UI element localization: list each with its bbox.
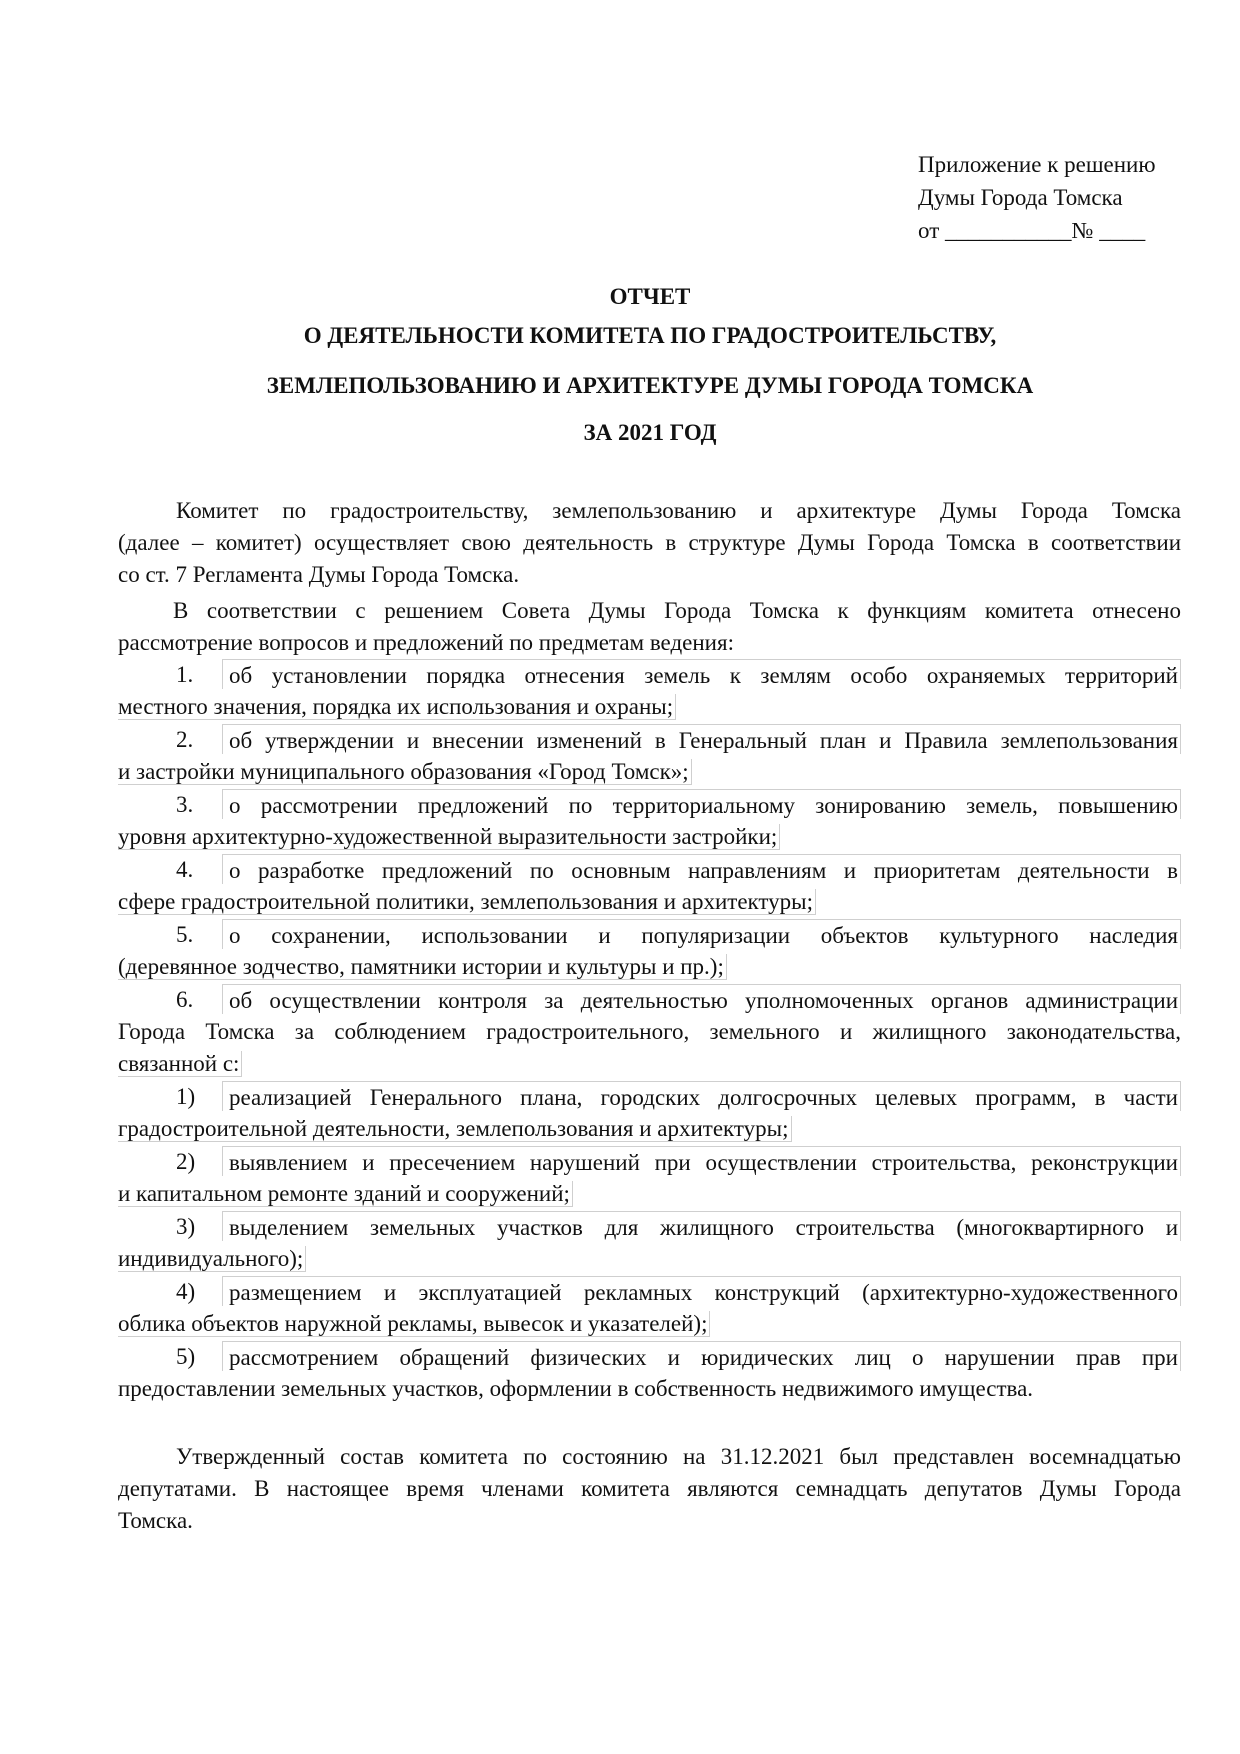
item-text-second: местного значения, порядка их использования и охраны; (118, 694, 676, 720)
functions-paragraph (118, 595, 1181, 659)
item-text-first: о рассмотрении предложений по территориальному зонированию земель, повышению (222, 789, 1181, 819)
composition-line-3: Томска. (118, 1508, 193, 1533)
title-line-4: ЗА 2021 ГОД (583, 420, 717, 445)
subitem-text-first: размещением и эксплуатацией рекламных конструкций (архитектурно-художественного (222, 1276, 1181, 1306)
item-text-first: о сохранении, использовании и популяризации объектов культурного наследия (222, 919, 1181, 949)
subitem-text-first: рассмотрением обращений физических и юридических лиц о нарушении прав при (222, 1341, 1181, 1371)
list-item (118, 984, 1181, 1080)
list-item (118, 919, 1181, 983)
subitem-text-first: выявлением и пресечением нарушений при осуществлении строительства, реконструкции (222, 1146, 1181, 1176)
item-number: 3. (176, 792, 194, 817)
subitem-text-second: облика объектов наружной рекламы, вывесок и указателей); (118, 1311, 710, 1337)
subitem-text-second: индивидуального); (118, 1246, 306, 1272)
intro-line-2: (далее – комитет) осуществляет свою деятельность в структуре Думы Города Томска в соответствии (118, 530, 1181, 555)
title-line-1: ОТЧЕТ (609, 284, 691, 309)
appendix-header (918, 148, 1156, 247)
list-item (118, 659, 1181, 723)
list-item (118, 854, 1181, 918)
subitem-number: 4) (176, 1279, 196, 1304)
subitem-text-first: выделением земельных участков для жилищного строительства (многоквартирного и (222, 1211, 1181, 1241)
appendix-line-1: Приложение к решению (918, 152, 1156, 177)
subitem-text-second: предоставлении земельных участков, оформлении в собственность недвижимого имущества. (118, 1376, 1034, 1401)
item-number: 1. (176, 662, 194, 687)
intro-line-3: со ст. 7 Регламента Думы Города Томска. (118, 562, 520, 587)
functions-line-1: В соответствии с решением Совета Думы Города Томска к функциям комитета отнесено (173, 598, 1181, 623)
item-text-first: об осуществлении контроля за деятельностью уполномоченных органов администрации (222, 984, 1181, 1014)
subitem-number: 2) (176, 1149, 196, 1174)
composition-line-2: депутатами. В настоящее время членами комитета являются семнадцать депутатов Думы Города (118, 1476, 1181, 1501)
subitem-number: 1) (176, 1084, 196, 1109)
item-text-second: уровня архитектурно-художественной выразительности застройки; (118, 824, 780, 850)
item-number: 4. (176, 857, 194, 882)
functions-line-2: рассмотрение вопросов и предложений по предметам ведения: (118, 630, 734, 655)
appendix-line-3: от ___________№ ____ (918, 218, 1146, 243)
list-item (118, 724, 1181, 788)
subitem-number: 5) (176, 1344, 196, 1369)
item-text-second: Города Томска за соблюдением градостроительного, земельного и жилищного законодательства, (118, 1019, 1181, 1044)
sub-list-item (118, 1276, 1181, 1340)
intro-paragraph (118, 495, 1181, 591)
title-line-3: ЗЕМЛЕПОЛЬЗОВАНИЮ И АРХИТЕКТУРЕ ДУМЫ ГОРОДА ТОМСКА (266, 373, 1034, 398)
composition-line-1: Утвержденный состав комитета по состоянию на 31.12.2021 был представлен восемнадцатью (176, 1444, 1181, 1469)
item-number: 5. (176, 922, 194, 947)
item-text-second: и застройки муниципального образования «Город Томск»; (118, 759, 692, 785)
item-number: 6. (176, 987, 194, 1012)
sub-list-item (118, 1211, 1181, 1275)
item-text-first: о разработке предложений по основным направлениям и приоритетам деятельности в (222, 854, 1181, 884)
item-text-first: об установлении порядка отнесения земель к землям особо охраняемых территорий (222, 659, 1181, 689)
subitem-text-first: реализацией Генерального плана, городских долгосрочных целевых программ, в части (222, 1081, 1181, 1111)
item-text-second: (деревянное зодчество, памятники истории и культуры и пр.); (118, 954, 727, 980)
appendix-line-2: Думы Города Томска (918, 185, 1123, 210)
subitem-text-second: и капитальном ремонте зданий и сооружений; (118, 1181, 573, 1207)
list-item (118, 789, 1181, 853)
intro-line-1: Комитет по градостроительству, землепользованию и архитектуре Думы Города Томска (176, 498, 1181, 523)
subitem-number: 3) (176, 1214, 196, 1239)
item-text-first: об утверждении и внесении изменений в Генеральный план и Правила землепользования (222, 724, 1181, 754)
item-text-third: связанной с: (118, 1051, 242, 1077)
subitem-text-second: градостроительной деятельности, землепользования и архитектуры; (118, 1116, 792, 1142)
sub-list-item (118, 1341, 1181, 1405)
sub-list-item (118, 1081, 1181, 1145)
item-number: 2. (176, 727, 194, 752)
composition-paragraph (118, 1441, 1181, 1537)
title-line-2: О ДЕЯТЕЛЬНОСТИ КОМИТЕТА ПО ГРАДОСТРОИТЕЛЬСТВУ, (303, 323, 997, 348)
item-text-second: сфере градостроительной политики, землепользования и архитектуры; (118, 889, 816, 915)
sub-list-item (118, 1146, 1181, 1210)
